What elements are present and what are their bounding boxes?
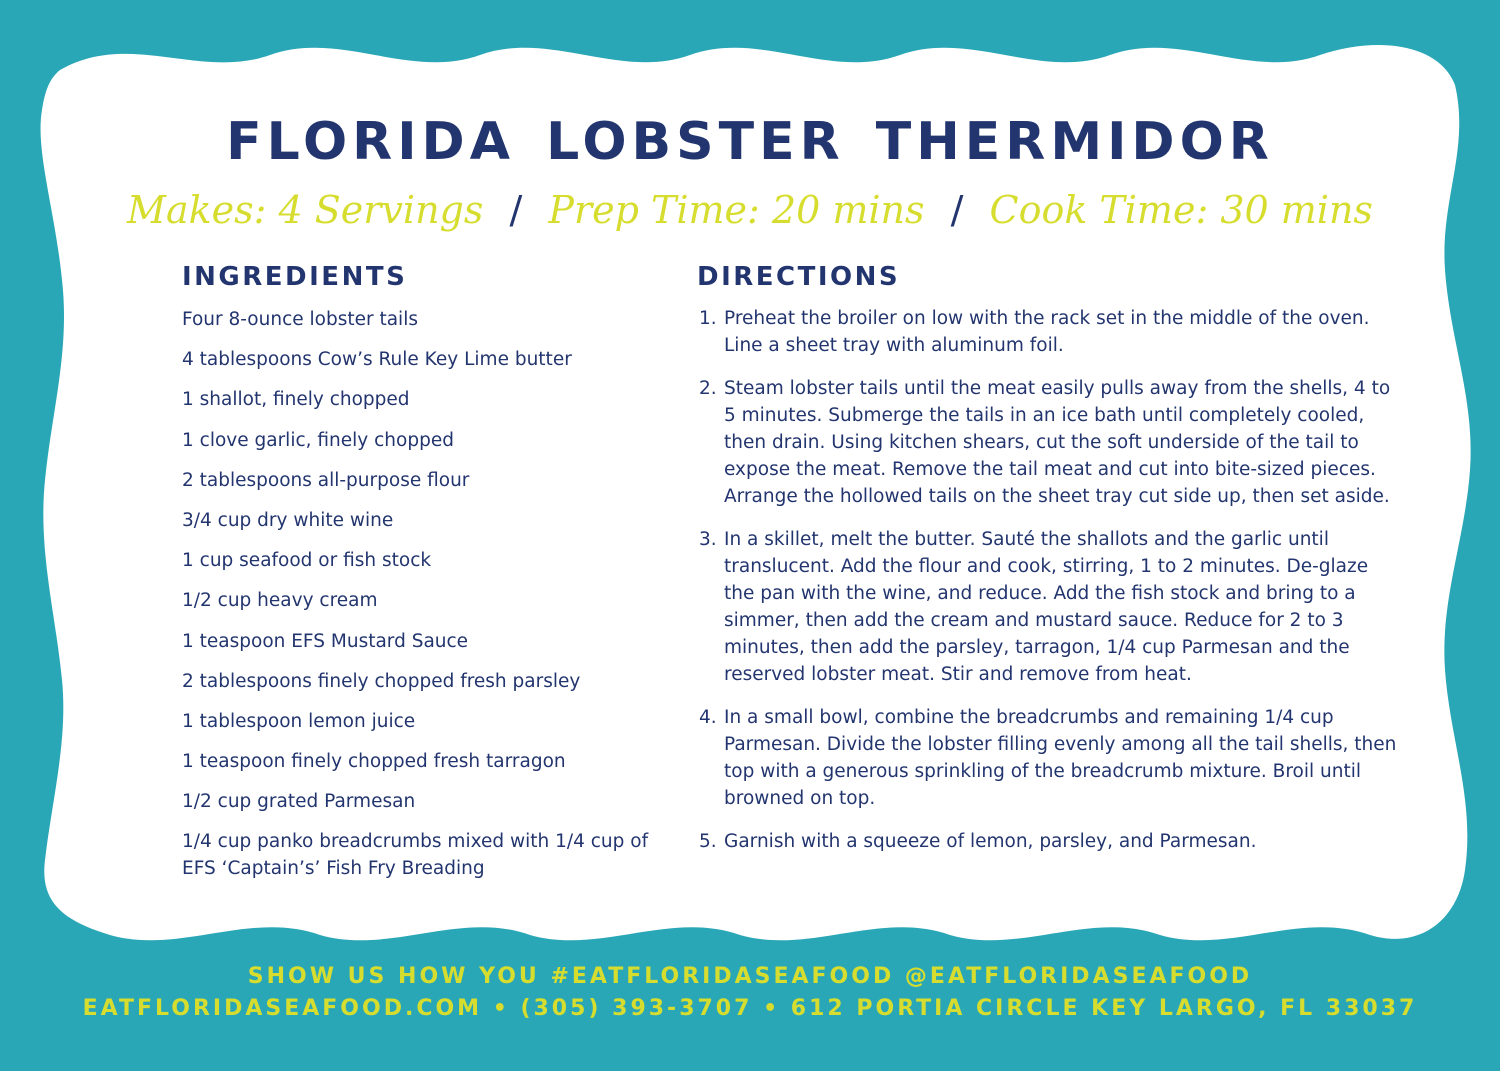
ingredient-item: 2 tablespoons all-purpose flour bbox=[182, 469, 470, 491]
meta-separator: / bbox=[509, 188, 523, 232]
ingredient-item: 1 tablespoon lemon juice bbox=[182, 710, 416, 732]
ingredients-heading: INGREDIENTS bbox=[182, 262, 408, 292]
direction-step bbox=[697, 526, 1397, 688]
ingredient-item: 4 tablespoons Cow’s Rule Key Lime butter bbox=[182, 349, 572, 371]
ingredients-list bbox=[182, 306, 662, 896]
cook-time: Cook Time: 30 mins bbox=[989, 188, 1373, 232]
footer-social: SHOW US HOW YOU #EATFLORIDASEAFOOD @EATFLORIDASEAFOOD bbox=[247, 964, 1253, 989]
recipe-meta bbox=[0, 188, 1500, 232]
ingredient-item: 1 teaspoon finely chopped fresh tarragon bbox=[182, 751, 566, 773]
ingredient-item: Four 8-ounce lobster tails bbox=[182, 309, 418, 330]
ingredient-item: 1 shallot, finely chopped bbox=[182, 389, 410, 411]
prep-time: Prep Time: 20 mins bbox=[548, 188, 925, 232]
step-number: 5. bbox=[699, 831, 717, 852]
step-text: Preheat the broiler on low with the rack set in the middle of the oven. Line a sheet tray with aluminum foil. bbox=[724, 308, 1370, 356]
step-number: 3. bbox=[699, 529, 717, 550]
servings: Makes: 4 Servings bbox=[127, 188, 484, 232]
directions-list bbox=[697, 305, 1397, 871]
direction-step bbox=[697, 704, 1397, 812]
ingredient-item: 1/2 cup heavy cream bbox=[182, 590, 378, 612]
meta-separator: / bbox=[950, 188, 964, 232]
ingredient-item: 1/2 cup grated Parmesan bbox=[182, 791, 416, 813]
directions-heading: DIRECTIONS bbox=[697, 262, 901, 292]
step-text: Garnish with a squeeze of lemon, parsley, and Parmesan. bbox=[724, 831, 1257, 852]
ingredient-item: 1 teaspoon EFS Mustard Sauce bbox=[182, 630, 469, 652]
ingredient-item: 2 tablespoons finely chopped fresh parsley bbox=[182, 670, 581, 692]
direction-step bbox=[697, 828, 1397, 855]
ingredient-item: 1 cup seafood or fish stock bbox=[182, 550, 432, 572]
step-number: 1. bbox=[699, 308, 717, 329]
direction-step bbox=[697, 305, 1397, 359]
step-text: In a small bowl, combine the breadcrumbs and remaining 1/4 cup Parmesan. Divide the lobster filling evenly among all the tail shells, then top with a generous sprinkling of the breadcrumb mixture. Broil until browned on top. bbox=[724, 707, 1397, 809]
ingredient-item: 1/4 cup panko breadcrumbs mixed with 1/4 cup of EFS ‘Captain’s’ Fish Fry Breading bbox=[182, 831, 649, 880]
direction-step bbox=[697, 375, 1397, 510]
recipe-title: FLORIDA LOBSTER THERMIDOR bbox=[226, 112, 1274, 172]
step-text: In a skillet, melt the butter. Sauté the shallots and the garlic until translucent. Add the flour and cook, stirring, 1 to 2 minutes. De-glaze the pan with the wine, and reduce. Add the fish stock and bring to a simmer, then add the cream and mustard sauce. Reduce for 2 to 3 minutes, then add the parsley, tarragon, 1/4 cup Parmesan and the reserved lobster meat. Stir and remove from heat. bbox=[724, 529, 1369, 685]
step-text: Steam lobster tails until the meat easily pulls away from the shells, 4 to 5 minutes. Submerge the tails in an ice bath until completely cooled, then drain. Using kitchen shears, cut the soft underside of the tail to expose the meat. Remove the tail meat and cut into bite-sized pieces. Arrange the hollowed tails on the sheet tray cut side up, then set aside. bbox=[724, 378, 1391, 507]
ingredient-item: 1 clove garlic, finely chopped bbox=[182, 429, 454, 451]
footer-contact: EATFLORIDASEAFOOD.COM • (305) 393-3707 • 612 PORTIA CIRCLE KEY LARGO, FL 33037 bbox=[82, 996, 1418, 1021]
step-number: 4. bbox=[699, 707, 717, 728]
step-number: 2. bbox=[699, 378, 717, 399]
ingredient-item: 3/4 cup dry white wine bbox=[182, 509, 394, 531]
